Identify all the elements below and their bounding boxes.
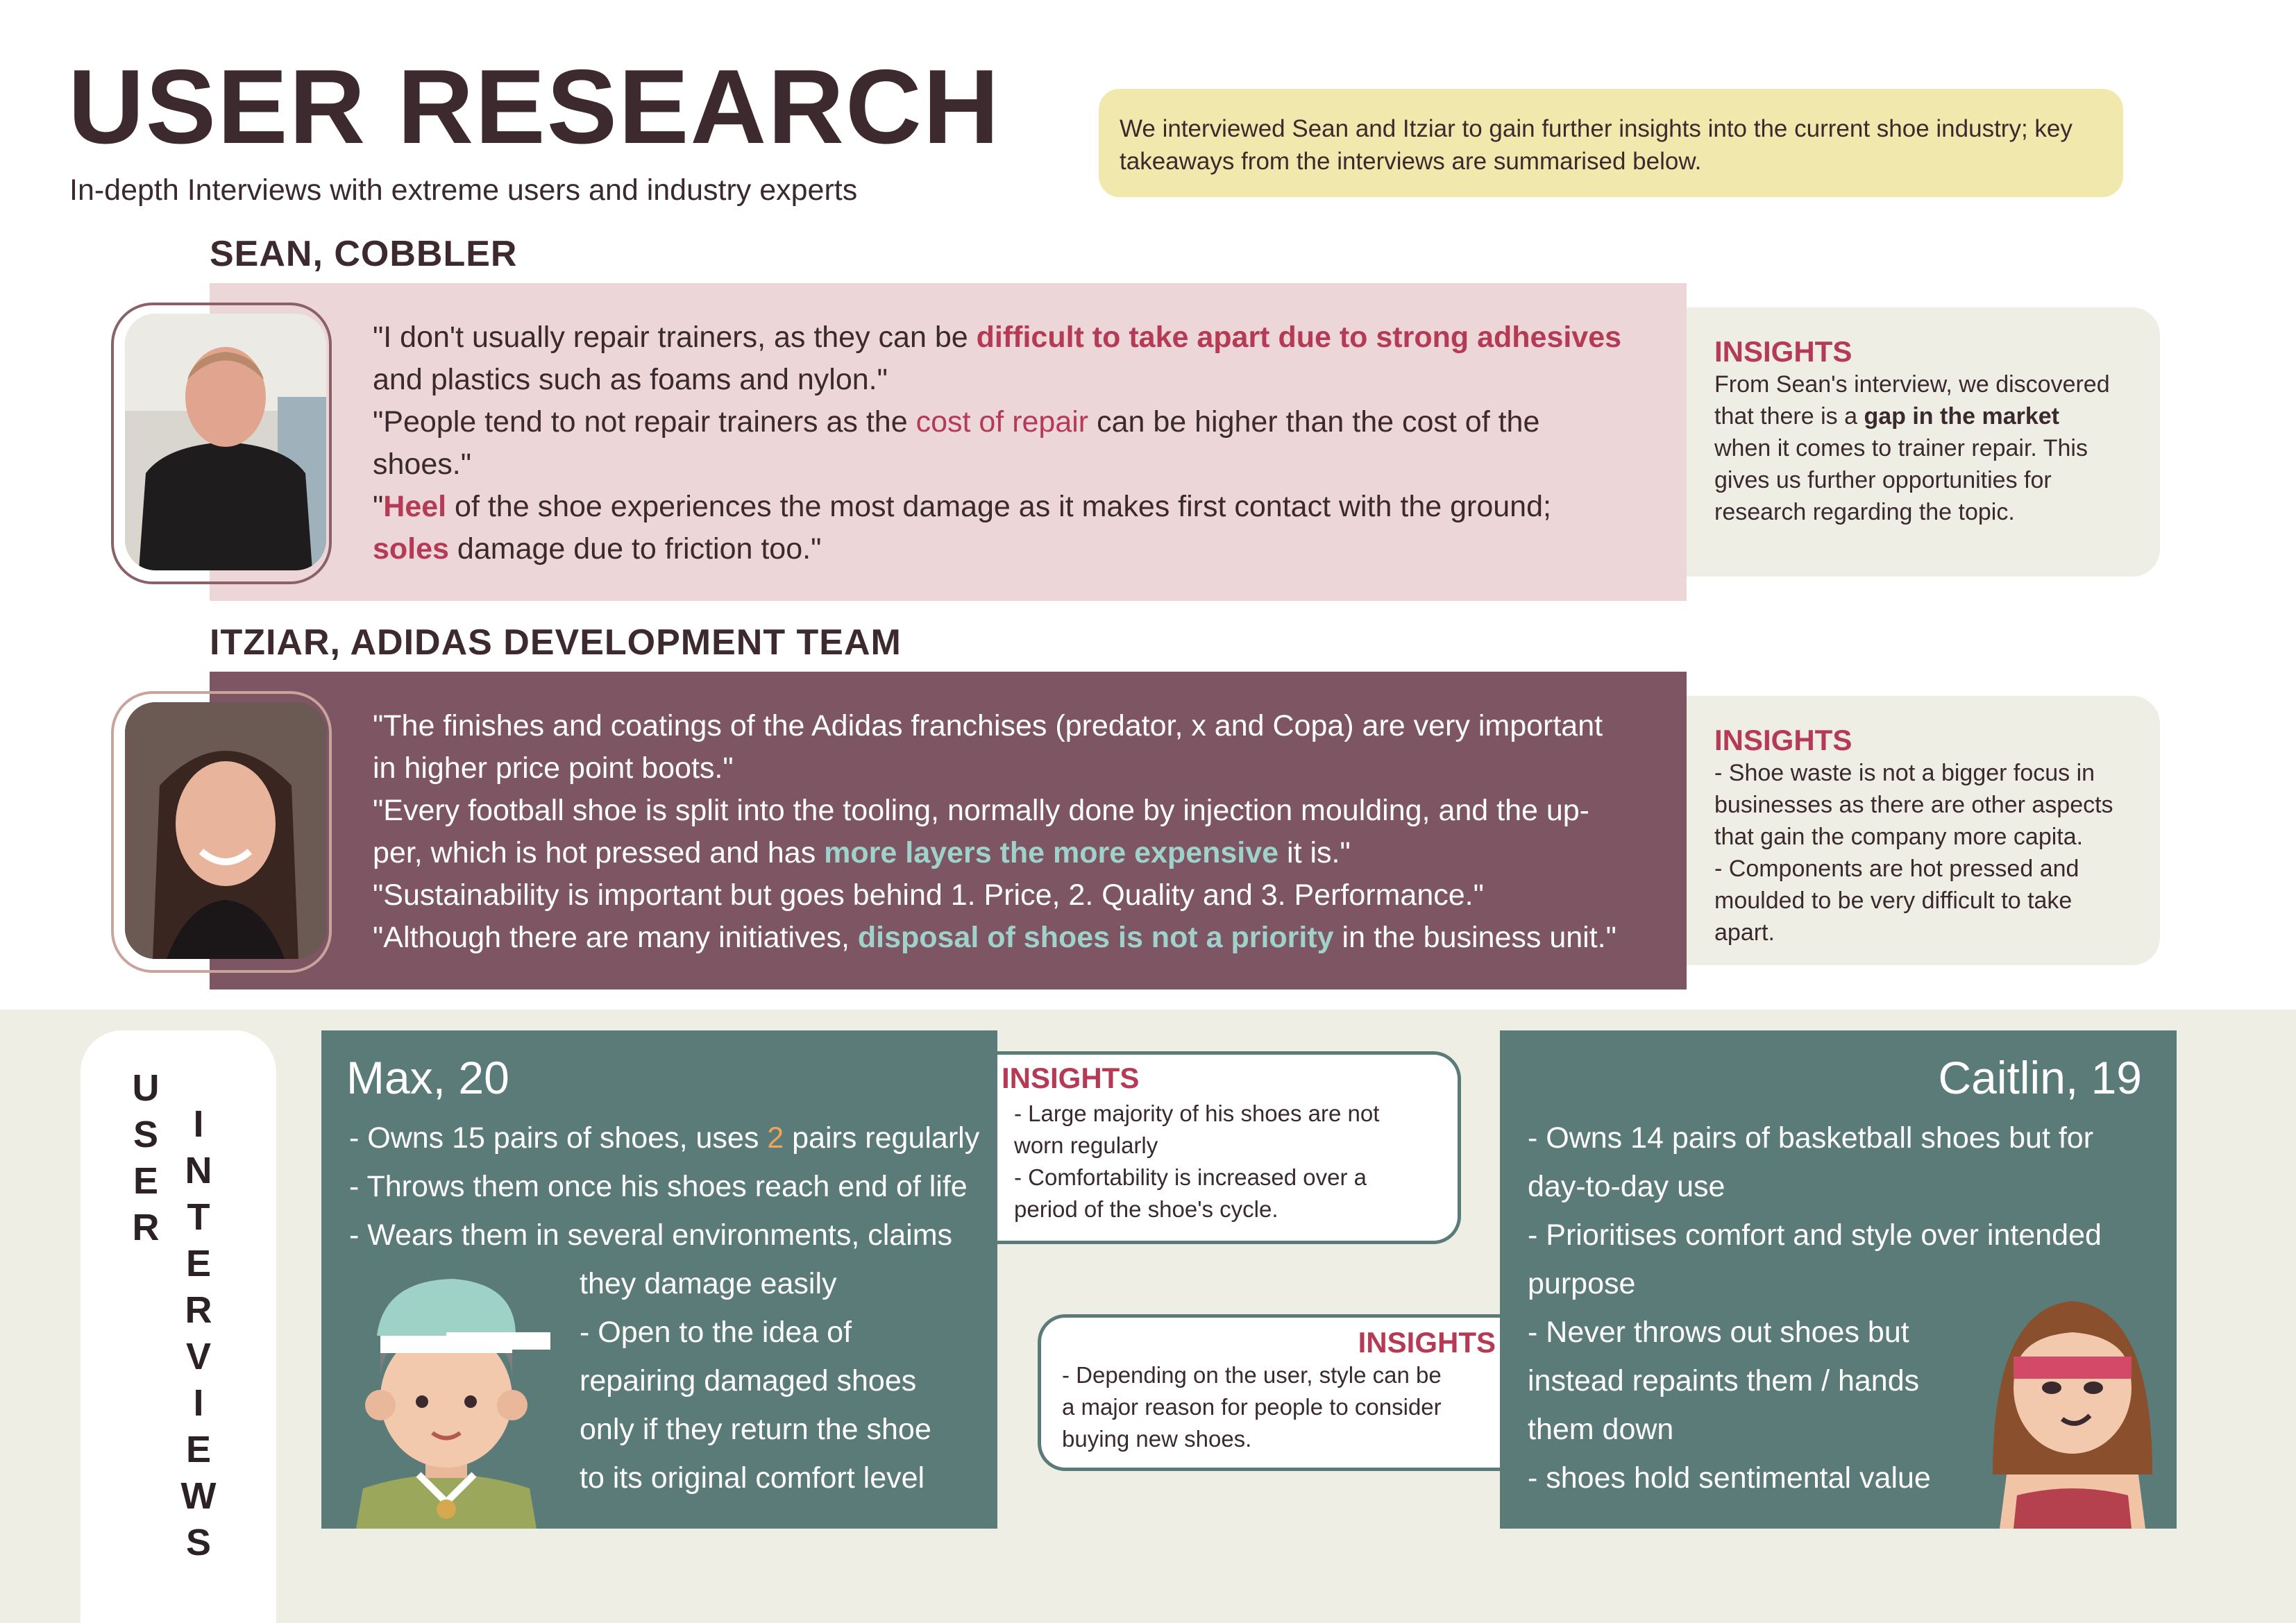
detail-line: - Wears them in several environments, claims — [349, 1218, 953, 1252]
insights-title: INSIGHTS — [1714, 335, 1852, 368]
insights-line: - Comfortability is increased over a — [1014, 1164, 1367, 1190]
detail-line: purpose — [1528, 1267, 1636, 1300]
itziar-insights — [1687, 696, 2160, 965]
insights-line: - Components are hot pressed and — [1714, 856, 2079, 882]
insights-line: when it comes to trainer repair. This — [1714, 435, 2088, 461]
vertical-title-panel — [81, 1030, 276, 1623]
sean-photo — [125, 314, 326, 570]
caitlin-insights — [1038, 1314, 1500, 1471]
detail-line: them down — [1528, 1413, 1674, 1446]
detail-line: - Never throws out shoes but — [1528, 1316, 1909, 1349]
detail-line: day-to-day use — [1528, 1170, 1725, 1203]
itziar-heading: ITZIAR, ADIDAS DEVELOPMENT TEAM — [210, 622, 902, 663]
insights-line: period of the shoe's cycle. — [1014, 1196, 1278, 1222]
insights-line: that gain the company more capita. — [1714, 824, 2084, 850]
quote-line: "People tend to not repair trainers as the cost of repair can be higher than the cost of the — [373, 405, 1540, 439]
vertical-letter: E — [185, 1243, 212, 1284]
insights-title: INSIGHTS — [1358, 1326, 1496, 1359]
max-card — [321, 1030, 997, 1529]
vertical-word-interviews — [178, 1101, 219, 1566]
insights-line: From Sean's interview, we discovered — [1714, 371, 2110, 398]
highlight: 2 — [767, 1121, 784, 1155]
insights-line: gives us further opportunities for — [1714, 467, 2052, 493]
detail-line: repairing damaged shoes — [580, 1364, 917, 1397]
detail-line: - Prioritises comfort and style over intended — [1528, 1218, 2102, 1252]
vertical-letter: U — [132, 1067, 160, 1109]
quote-line: "I don't usually repair trainers, as they can be difficult to take apart due to strong adhesives — [373, 321, 1622, 354]
insights-line: a major reason for people to consider — [1062, 1394, 1442, 1420]
max-insights — [997, 1051, 1461, 1244]
insights-title: INSIGHTS — [1714, 724, 1852, 756]
page-subtitle: In-depth Interviews with extreme users and industry experts — [69, 173, 858, 207]
detail-line: instead repaints them / hands — [1528, 1364, 1920, 1397]
detail-line: they damage easily — [580, 1267, 837, 1300]
quote-line: and plastics such as foams and nylon." — [373, 363, 888, 396]
intro-note — [1099, 89, 2123, 197]
user-name: Caitlin, 19 — [1938, 1052, 2142, 1103]
insights-line: moulded to be very difficult to take — [1714, 887, 2073, 914]
quote-line: "The finishes and coatings of the Adidas franchises (predator, x and Copa) are very important — [373, 709, 1603, 742]
vertical-letter: T — [187, 1196, 210, 1238]
vertical-letter: I — [193, 1103, 204, 1145]
detail-line: - Throws them once his shoes reach end of life — [349, 1170, 968, 1203]
insights-text — [1014, 1098, 1379, 1225]
user-name: Max, 20 — [346, 1052, 509, 1103]
detail-line: - Open to the idea of — [580, 1316, 852, 1349]
page-title: USER RESEARCH — [68, 48, 1001, 166]
vertical-letter: R — [185, 1289, 212, 1331]
quote-line: "Heel of the shoe experiences the most damage as it makes first contact with the ground; — [373, 490, 1551, 523]
quote-line: "Sustainability is important but goes behind 1. Price, 2. Quality and 3. Performance." — [373, 878, 1484, 912]
boy-avatar-icon — [342, 1266, 550, 1529]
vertical-letter: W — [180, 1475, 217, 1517]
detail-line: - Owns 14 pairs of basketball shoes but for — [1528, 1121, 2094, 1155]
detail-line: only if they return the shoe — [580, 1413, 931, 1446]
detail-line: to its original comfort level — [580, 1461, 925, 1495]
insights-line: - Depending on the user, style can be — [1062, 1362, 1442, 1388]
quote-line: shoes." — [373, 448, 471, 481]
vertical-letter: R — [132, 1207, 160, 1248]
insights-line: that there is a gap in the market — [1714, 403, 2059, 430]
highlight: difficult to take apart due to strong adhesives — [976, 321, 1622, 354]
insights-line: - Shoe waste is not a bigger focus in — [1714, 760, 2095, 786]
quote-line: soles damage due to friction too." — [373, 532, 822, 566]
detail-line: - shoes hold sentimental value — [1528, 1461, 1931, 1495]
sean-insights — [1687, 307, 2160, 577]
insights-line: buying new shoes. — [1062, 1426, 1252, 1452]
quote-line: "Every football shoe is split into the tooling, normally done by injection moulding, and the up- — [373, 794, 1590, 827]
vertical-letter: V — [185, 1336, 212, 1377]
sean-quote-box — [210, 283, 1687, 601]
highlight: soles — [373, 532, 449, 566]
highlight: more layers the more expensive — [824, 836, 1279, 869]
itziar-photo — [125, 702, 326, 959]
insights-line: research regarding the topic. — [1714, 499, 2015, 525]
insights-title: INSIGHTS — [1002, 1062, 1140, 1094]
vertical-letter: E — [133, 1160, 159, 1202]
vertical-word-user — [125, 1065, 167, 1251]
girl-avatar-icon — [1979, 1266, 2166, 1529]
quote-line: in higher price point boots." — [373, 751, 734, 785]
insights-line: apart. — [1714, 919, 1775, 946]
highlight: Heel — [383, 490, 447, 523]
intro-line: takeaways from the interviews are summarised below. — [1120, 148, 1702, 175]
insights-line: businesses as there are other aspects — [1714, 792, 2113, 818]
vertical-letter: E — [185, 1429, 212, 1470]
highlight: gap in the market — [1864, 403, 2059, 430]
itziar-quote-box — [210, 672, 1687, 989]
caitlin-card — [1500, 1030, 2177, 1529]
vertical-letter: S — [133, 1114, 159, 1155]
highlight: disposal of shoes is not a priority — [857, 921, 1334, 954]
insights-line: - Large majority of his shoes are not — [1014, 1101, 1380, 1126]
highlight: cost of repair — [915, 405, 1089, 439]
insights-line: worn regularly — [1014, 1132, 1158, 1158]
detail-line: - Owns 15 pairs of shoes, uses 2 pairs regularly — [349, 1121, 980, 1155]
quote-line: "Although there are many initiatives, disposal of shoes is not a priority in the business unit." — [373, 921, 1617, 954]
vertical-letter: N — [185, 1150, 212, 1191]
intro-line: We interviewed Sean and Itziar to gain further insights into the current shoe industry; key — [1120, 115, 2073, 142]
sean-heading: SEAN, COBBLER — [210, 234, 518, 274]
quote-line: per, which is hot pressed and has more layers the more expensive it is." — [373, 836, 1351, 869]
insights-text — [1062, 1359, 1442, 1455]
vertical-letter: S — [185, 1522, 212, 1563]
vertical-letter: I — [193, 1382, 204, 1424]
